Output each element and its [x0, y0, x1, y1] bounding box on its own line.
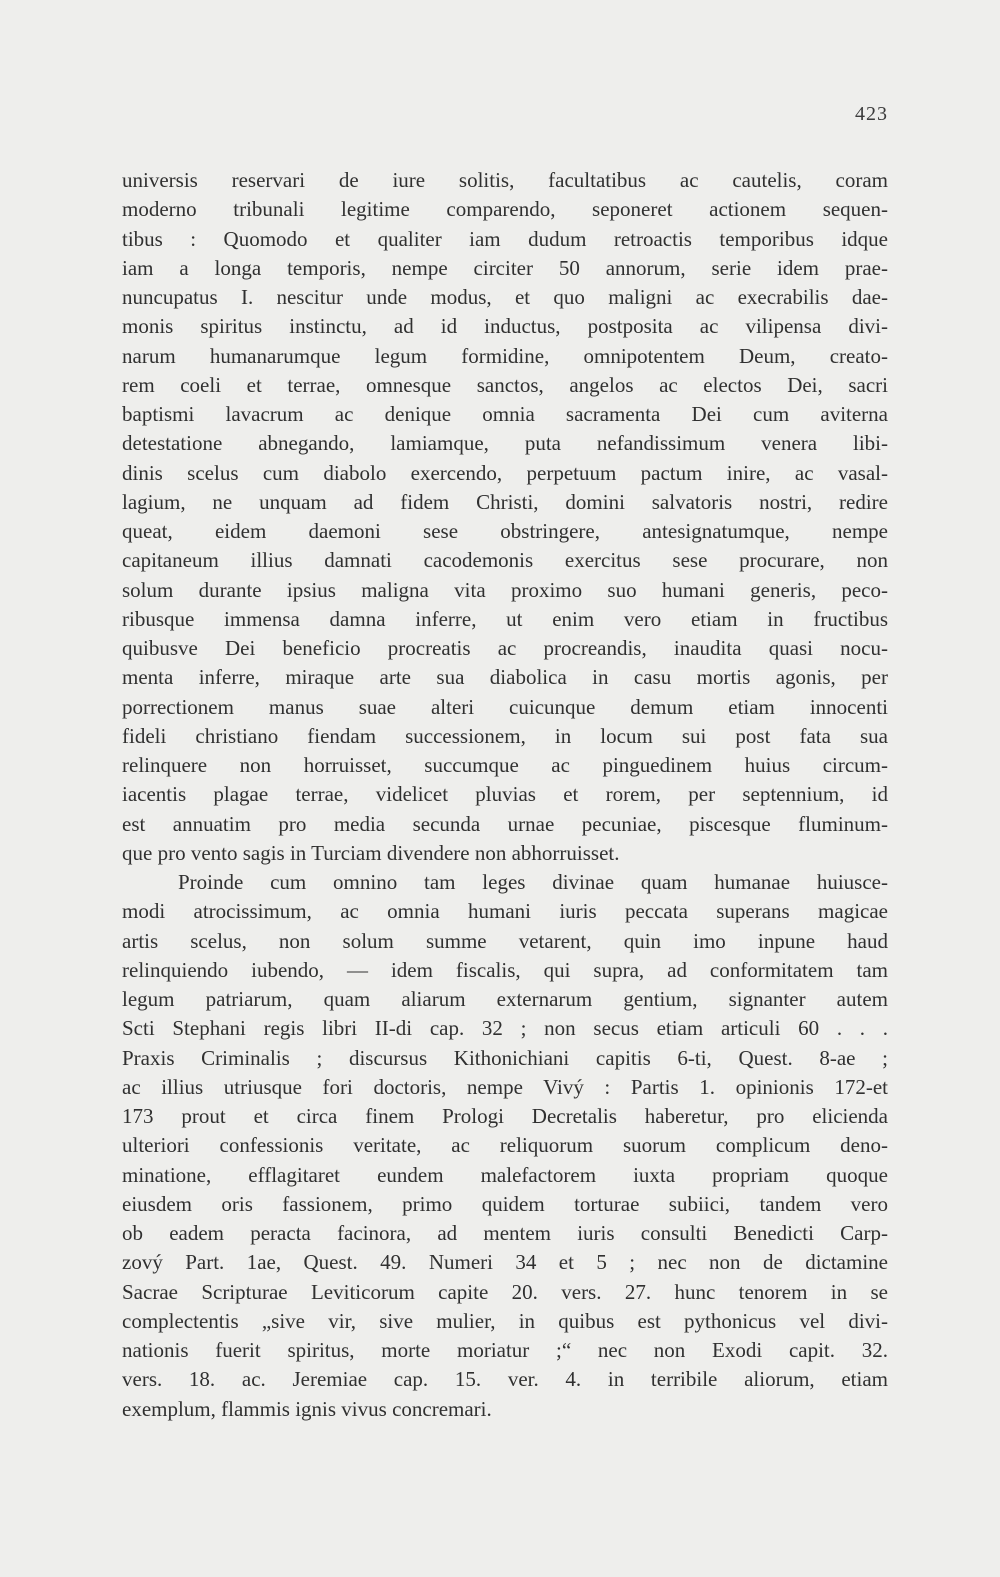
body-text	[122, 166, 888, 1424]
text-line: exemplum, flammis ignis vivus concremari.	[122, 1396, 492, 1421]
text-line: menta inferre, miraque arte sua diabolica in casu mortis agonis, per	[122, 665, 888, 690]
text-line: porrectionem manus suae alteri cuicunque demum etiam innocenti	[122, 694, 888, 719]
text-line: ob eadem peracta facinora, ad mentem iuris consulti Benedicti Carp-	[122, 1221, 888, 1245]
text-line: nuncupatus I. nescitur unde modus, et quo maligni ac execrabilis dae-	[122, 285, 888, 309]
text-line: Sacrae Scripturae Leviticorum capite 20. vers. 27. hunc tenorem in se	[122, 1279, 888, 1304]
page-number: 423	[855, 103, 888, 125]
text-line: Proinde cum omnino tam leges divinae quam humanae huiusce-	[178, 870, 888, 894]
text-line: est annuatim pro media secunda urnae pecuniae, piscesque fluminum-	[122, 811, 888, 836]
text-line: quibusve Dei beneficio procreatis ac procreandis, inaudita quasi nocu-	[122, 636, 888, 660]
text-line: universis reservari de iure solitis, facultatibus ac cautelis, coram	[122, 168, 888, 192]
text-line: queat, eidem daemoni sese obstringere, antesignatumque, nempe	[122, 519, 888, 543]
text-line: ulteriori confessionis veritate, ac reliquorum suorum complicum deno-	[122, 1133, 888, 1158]
text-line: capitaneum illius damnati cacodemonis exercitus sese procurare, non	[122, 548, 888, 573]
text-line: monis spiritus instinctu, ad id inductus, postposita ac vilipensa divi-	[122, 314, 888, 339]
text-line: moderno tribunali legitime comparendo, seponeret actionem sequen-	[122, 197, 888, 222]
text-line: relinquiendo iubendo, — idem fiscalis, qui supra, ad conformitatem tam	[122, 957, 888, 982]
text-line: minatione, efflagitaret eundem malefactorem iuxta propriam quoque	[122, 1162, 888, 1187]
text-line: 173 prout et circa finem Prologi Decretalis haberetur, pro elicienda	[122, 1104, 888, 1128]
paragraph	[122, 166, 888, 868]
text-line: solum durante ipsius maligna vita proximo suo humani generis, peco-	[122, 577, 888, 602]
text-line: baptismi lavacrum ac denique omnia sacramenta Dei cum aviterna	[122, 402, 888, 426]
text-line: dinis scelus cum diabolo exercendo, perpetuum pactum inire, ac vasal-	[122, 460, 888, 485]
text-line: fideli christiano fiendam successionem, in locum sui post fata sua	[122, 723, 888, 748]
text-line: vers. 18. ac. Jeremiae cap. 15. ver. 4. in terribile aliorum, etiam	[122, 1367, 888, 1392]
text-line: eiusdem oris fassionem, primo quidem torturae subiici, tandem vero	[122, 1191, 888, 1216]
text-line: Scti Stephani regis libri II-di cap. 32 ; non secus etiam articuli 60 . . .	[122, 1016, 888, 1041]
text-line: iacentis plagae terrae, videlicet pluvias et rorem, per septennium, id	[122, 782, 888, 807]
paragraph	[122, 868, 888, 1424]
text-line: que pro vento sagis in Turciam divendere non abhorruisset.	[122, 840, 620, 865]
text-line: legum patriarum, quam aliarum externarum gentium, signanter autem	[122, 987, 888, 1011]
text-line: detestatione abnegando, lamiamque, puta nefandissimum venera libi-	[122, 431, 888, 456]
text-line: ribusque immensa damna inferre, ut enim vero etiam in fructibus	[122, 606, 888, 631]
text-line: zový Part. 1ae, Quest. 49. Numeri 34 et 5 ; nec non de dictamine	[122, 1250, 888, 1275]
text-line: lagium, ne unquam ad fidem Christi, domini salvatoris nostri, redire	[122, 489, 888, 514]
text-line: Praxis Criminalis ; discursus Kithonichiani capitis 6-ti, Quest. 8-ae ;	[122, 1045, 888, 1070]
text-line: complectentis „sive vir, sive mulier, in quibus est pythonicus vel divi-	[122, 1308, 888, 1333]
text-line: nationis fuerit spiritus, morte moriatur ;“ nec non Exodi capit. 32.	[122, 1338, 888, 1362]
text-line: iam a longa temporis, nempe circiter 50 annorum, serie idem prae-	[122, 255, 888, 280]
text-line: ac illius utriusque fori doctoris, nempe Vivý : Partis 1. opinionis 172-et	[122, 1074, 888, 1099]
text-line: modi atrocissimum, ac omnia humani iuris peccata superans magicae	[122, 899, 888, 924]
text-line: narum humanarumque legum formidine, omnipotentem Deum, creato-	[122, 343, 888, 368]
text-line: rem coeli et terrae, omnesque sanctos, angelos ac electos Dei, sacri	[122, 372, 888, 397]
text-line: tibus : Quomodo et qualiter iam dudum retroactis temporibus idque	[122, 226, 888, 251]
text-line: artis scelus, non solum summe vetarent, quin imo inpune haud	[122, 928, 888, 953]
text-line: relinquere non horruisset, succumque ac pinguedinem huius circum-	[122, 753, 888, 777]
